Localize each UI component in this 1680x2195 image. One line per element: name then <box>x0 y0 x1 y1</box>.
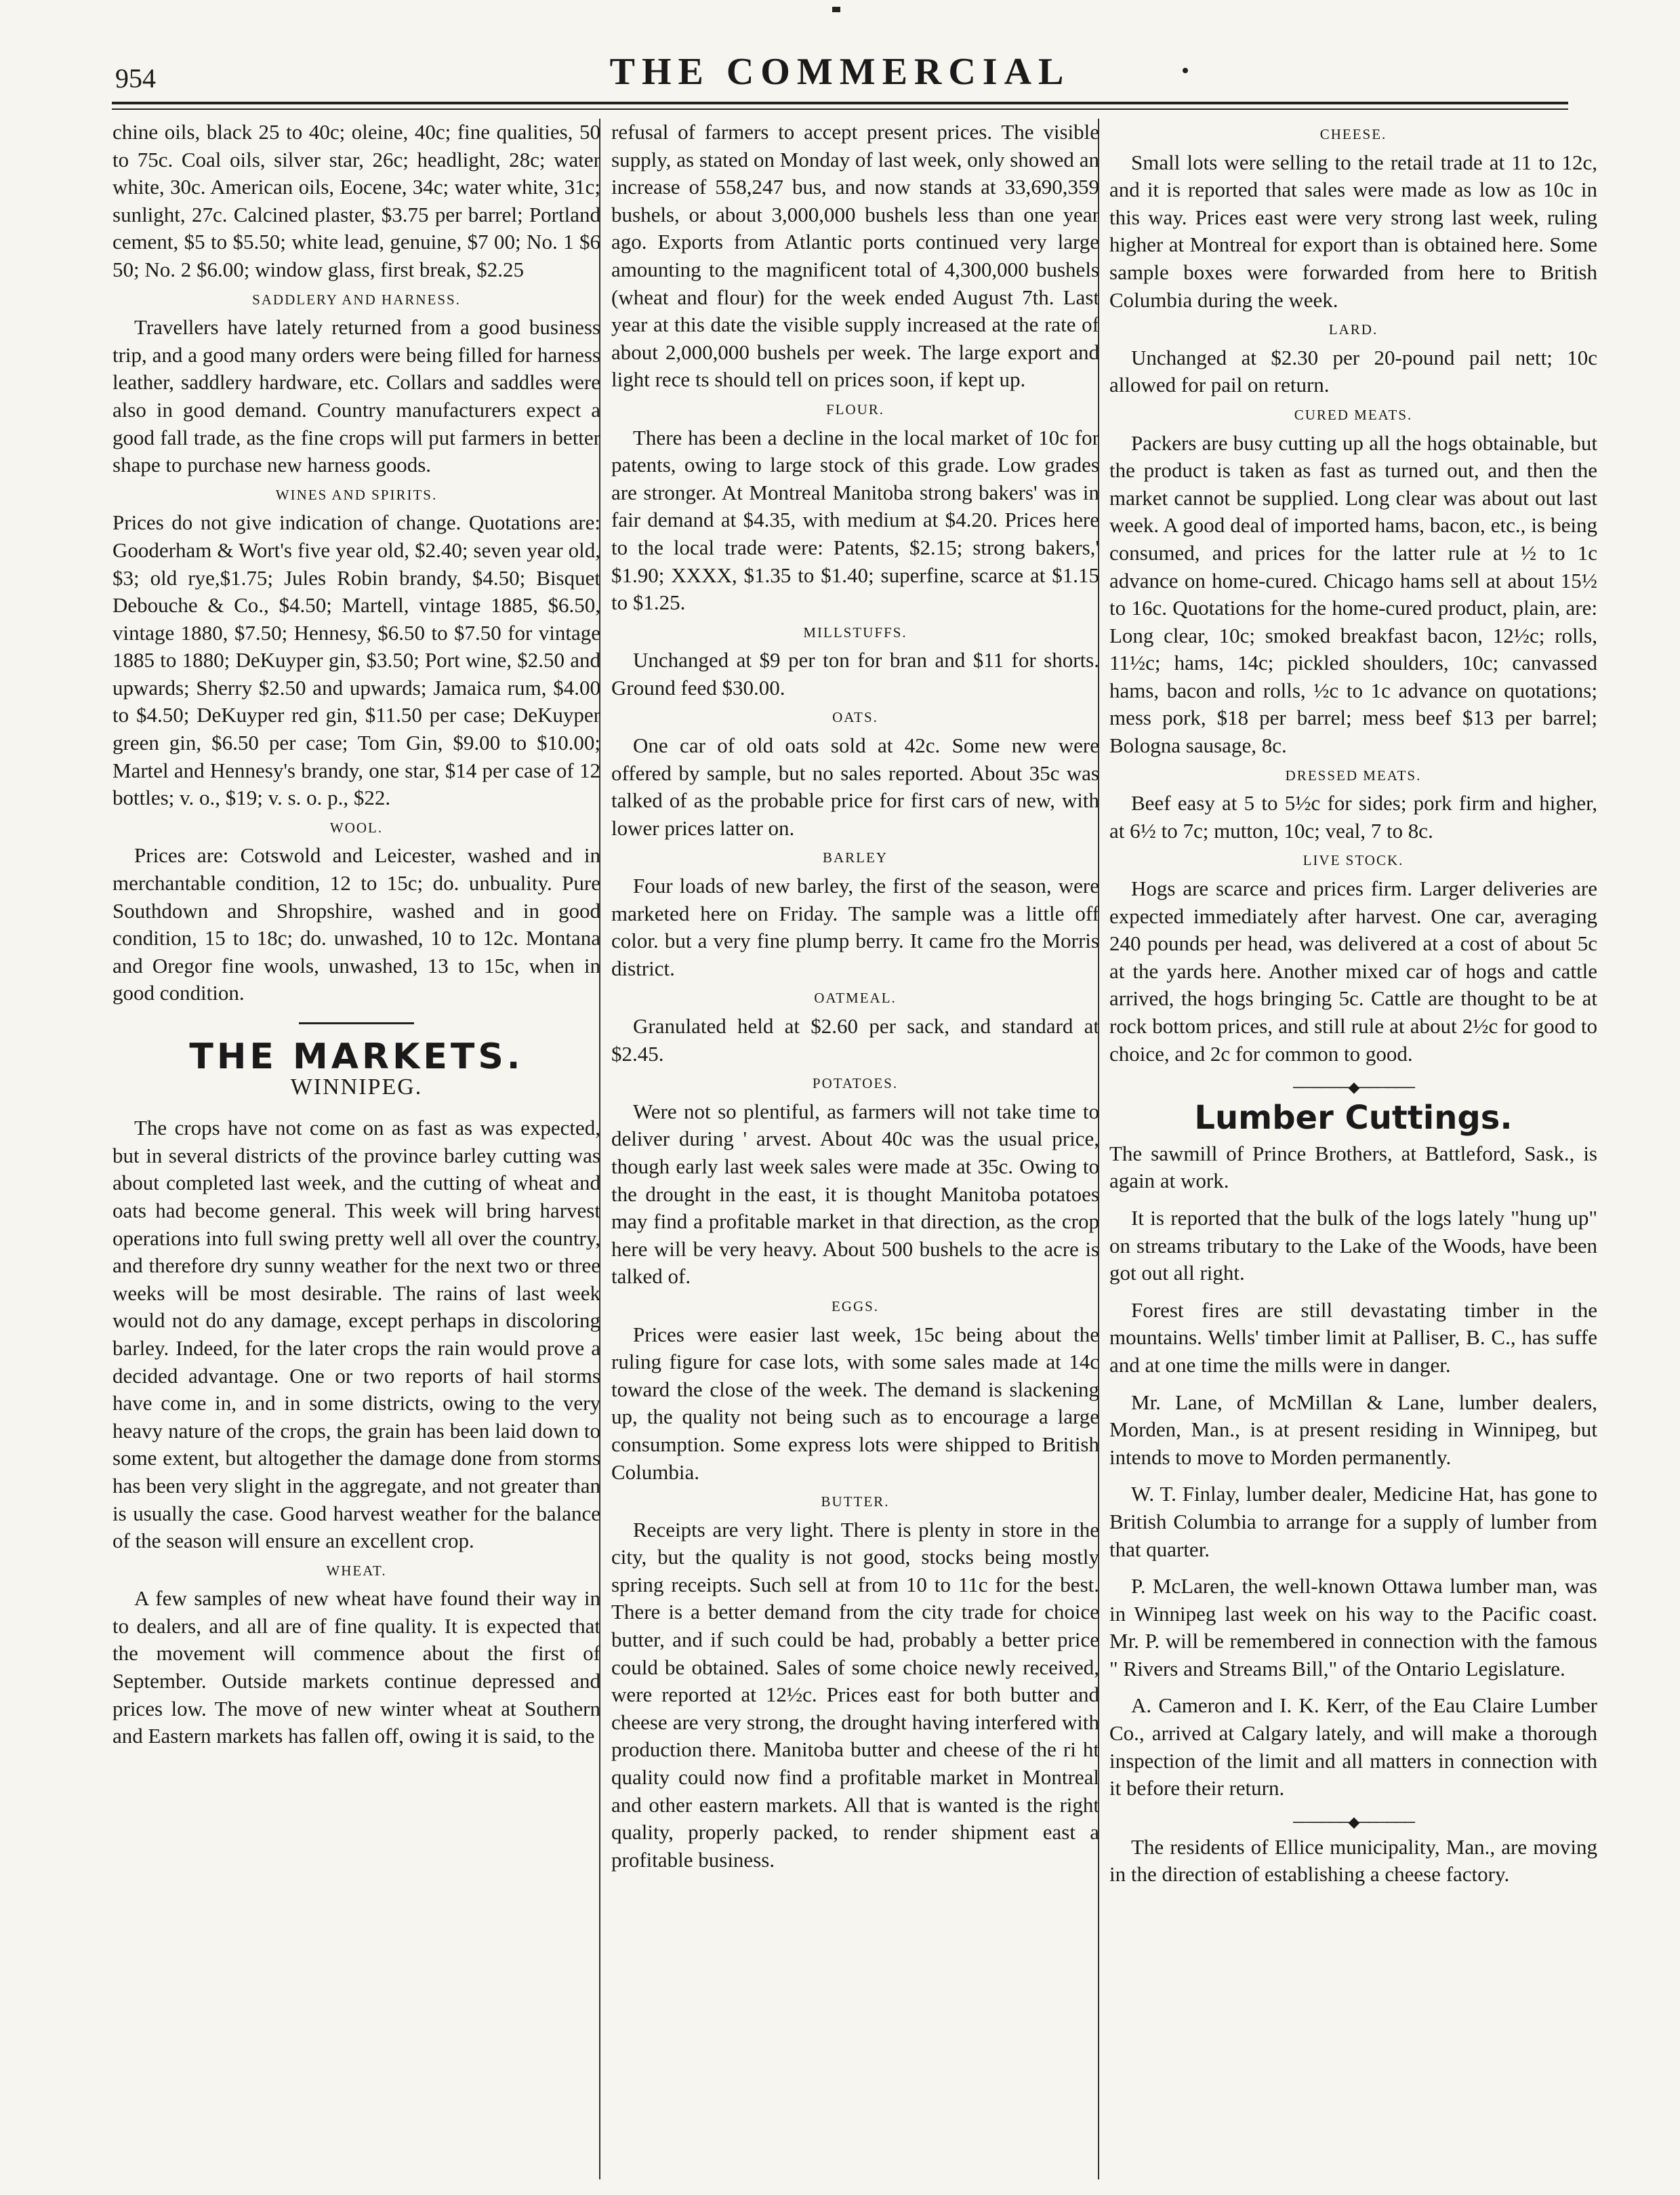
paragraph-cured-meats: Packers are busy cutting up all the hogs obtainable, but the product is taken as fast as turned out, and then the market cannot be supplied. Long clear was about out last week. A good deal of imported hams, bacon, etc., is being consumed, and prices for the latter rule at ½ to 1c advance on home-cured. Chicago hams sell at about 15½ to 16c. Quotations for the home-cured product, plain, are: Long clear, 10c; smoked breakfast bacon, 12½c; rolls, 11½c; hams, 14c; pickled shoulders, 10c; canvassed hams, bacon and rolls, ½c to 1c advance on quotations; mess pork, $18 per barrel; mess beef $13 per barrel; Bologna sausage, 8c. <box>1109 430 1597 758</box>
paragraph-refusal: refusal of farmers to accept present prices. The visible supply, as stated on Monday of last week, only showed an increase of 558,247 bus, and now stands at 33,690,359 bushels, or about 3,000,000 bushels less than one year ago. Exports from Atlantic ports continued very large amounting to the magnificent total of 4,300,000 bushels (wheat and flour) for the week ended August 7th. Last year at this date the visible supply increased at the rate of about 2,000,000 bushels per week. The large export and light rece ts should tell on prices soon, if kept up. <box>611 120 1099 392</box>
paragraph-oils: chine oils, black 25 to 40c; oleine, 40c; fine qualities, 50 to 75c. Coal oils, silver star, 26c; headlight, 28c; water white, 30c. American oils, Eocene, 34c; water white, 31c; sunlight, 27c. Calcined plaster, $3.75 per barrel; Portland cement, $5 to $5.50; white lead, genuine, $7 00; No. 1 $6 50; No. 2 $6.00; window glass, first break, $2.25 <box>112 120 600 281</box>
paragraph-lumber-3: Forest fires are still devastating timber in the mountains. Wells' timber limit at Palliser, B. C., has suffe and at one time the mills were in danger. <box>1109 1297 1597 1377</box>
paragraph-saddlery: Travellers have lately returned from a good business trip, and a good many orders were being filled for harness leather, saddlery hardware, etc. Collars and saddles were also in good demand. Country manufacturers expect a good fall trade, as the fine crops will put farmers in better shape to purchase new harness goods. <box>112 315 600 477</box>
heading-winnipeg: WINNIPEG. <box>290 1074 423 1100</box>
paragraph-lumber-7: A. Cameron and I. K. Kerr, of the Eau Claire Lumber Co., arrived at Calgary lately, and will make a thorough inspection of the limit and all matters in connection with it before their return. <box>1109 1693 1597 1800</box>
paragraph-live-stock: Hogs are scarce and prices firm. Larger deliveries are expected immediately after harvest. One car, averaging 240 pounds per head, was delivered at a cost of about 5c at the yards here. Another mixed car of hogs and cattle arrived, the hogs bringing 5c. Cattle are thought to be at rock bottom prices, and still rule at about 2½c for good to choice, and 2c for common to good. <box>1109 877 1597 1066</box>
paragraph-wines: Prices do not give indication of change. Quotations are: Gooderham & Wort's five year old, $2.40; seven year old, $3; old rye,$1.75; Jules Robin brandy, $4.50; Bisquet Debouche & Co., $4.50; Martell, vintage 1885, $6.50, vintage 1880, $7.50; Hennesy, $6.50 to $7.50 for vintage 1885 to 1880; DeKuyper gin, $3.50; Port wine, $2.50 and upwards; Sherry $2.50 and upwards; Jamaica rum, $4.00 to $4.50; DeKuyper red gin, $11.50 per case; DeKuyper green gin, $6.50 per case; Tom Gin, $9.00 to $10.00; Martel and Hennesy's brandy, one star, $14 per case of 12 bottles; v. o., $19; v. s. o. p., $22. <box>112 510 600 810</box>
heading-saddlery: SADDLERY AND HARNESS. <box>252 291 461 308</box>
paragraph-millstuffs: Unchanged at $9 per ton for bran and $11 for shorts. Ground feed $30.00. <box>611 648 1099 700</box>
paragraph-oats: One car of old oats sold at 42c. Some new were offered by sample, but no sales reported. About 35c was talked of as the probable price for first cars of new, with lower prices latter on. <box>611 733 1099 840</box>
heading-flour: FLOUR. <box>825 401 885 418</box>
heading-oatmeal: OATMEAL. <box>814 990 897 1007</box>
paragraph-lumber-8: The residents of Ellice municipality, Man., are moving in the direction of establishing a cheese factory. <box>1109 1834 1597 1887</box>
page-number: 954 <box>115 63 156 94</box>
ornament-rule: ──────◆────── <box>1293 1079 1414 1096</box>
section-rule <box>299 1022 414 1024</box>
paragraph-flour: There has been a decline in the local market of 10c for patents, owing to large stock of this grade. Low grades are stronger. At Montreal Manitoba strong bakers' was in fair demand at $4.35, with medium at $4.20. Prices here to the local trade were: Patents, $2.15; strong bakers,' $1.90; XXXX, $1.35 to $1.40; superfine, scarce at $1.15 to $1.25. <box>611 425 1099 615</box>
masthead-dot <box>1183 68 1188 73</box>
paragraph-barley: Four loads of new barley, the first of the season, were marketed here on Friday. The sample was a little off color. but a very fine plump berry. It came fro the Morris district. <box>611 874 1099 980</box>
paragraph-oatmeal: Granulated held at $2.60 per sack, and standard at $2.45. <box>611 1014 1099 1066</box>
heading-dressed-meats: DRESSED MEATS. <box>1285 767 1422 784</box>
paragraph-cheese: Small lots were selling to the retail trade at 11 to 12c, and it is reported that sales were made as low as 10c in this way. Prices east were very strong last week, ruling higher at Montreal for export than is obtained here. Some sample boxes were forwarded from here to British Columbia during the week. <box>1109 150 1597 312</box>
heading-butter: BUTTER. <box>821 1493 890 1510</box>
heading-markets: THE MARKETS. <box>189 1036 524 1077</box>
paragraph-wheat: A few samples of new wheat have found their way in to dealers, and all are of fine quality. It is expected that the movement will commence about the first of September. Outside markets continue depressed and prices low. The move of new winter wheat at Southern and Eastern markets has fallen off, owing it is said, to the <box>112 1586 600 1748</box>
column-3 <box>1109 119 1597 2173</box>
paragraph-lumber-5: W. T. Finlay, lumber dealer, Medicine Hat, has gone to British Columbia to arrange for a supply of lumber from that quarter. <box>1109 1482 1597 1561</box>
heading-wheat: WHEAT. <box>326 1562 387 1579</box>
heading-cured-meats: CURED MEATS. <box>1294 406 1413 423</box>
heading-wines: WINES AND SPIRITS. <box>275 486 438 503</box>
paragraph-lumber-1: The sawmill of Prince Brothers, at Battleford, Sask., is again at work. <box>1109 1141 1597 1193</box>
paragraph-lumber-4: Mr. Lane, of McMillan & Lane, lumber dealers, Morden, Man., is at present residing in Winnipeg, but intends to move to Morden permanently. <box>1109 1390 1597 1469</box>
heading-wool: WOOL. <box>329 819 384 836</box>
heading-barley: BARLEY <box>823 849 888 866</box>
heading-millstuffs: MILLSTUFFS. <box>803 624 907 641</box>
paragraph-wool: Prices are: Cotswold and Leicester, washed and in merchantable condition, 12 to 15c; do. unbuality. Pure Southdown and Shropshire, washed and in good condition, 15 to 18c; do. unwashed, 10 to 12c. Montana and Oregor fine wools, unwashed, 13 to 15c, when in good condition. <box>112 843 600 1005</box>
paragraph-butter: Receipts are very light. There is plenty in store in the city, but the quality is not good, stocks being mostly spring receipts. Such sell at from 10 to 11c for the best. There is a better demand from the city trade for choice butter, and if such could be had, probably a better price could be obtained. Sales of some choice newly received, were reported at 12½c. Prices east for both butter and cheese are very strong, the drought having interfered with production there. Manitoba butter and cheese of the ri ht quality could now find a profitable market in Montreal and other eastern markets. All that is wanted is the right quality, properly packed, to render shipment east a profitable business. <box>611 1517 1099 1872</box>
column-2 <box>611 119 1099 2173</box>
paragraph-dressed-meats: Beef easy at 5 to 5½c for sides; pork firm and higher, at 6½ to 7c; mutton, 10c; veal, 7 to 8c. <box>1109 791 1597 843</box>
heading-eggs: EGGS. <box>831 1297 880 1314</box>
masthead-rule-thin <box>112 108 1568 110</box>
heading-live-stock: LIVE STOCK. <box>1303 852 1404 869</box>
paragraph-lumber-2: It is reported that the bulk of the logs lately "hung up" on streams tributary to the Lake of the Woods, have been got out all right. <box>1109 1205 1597 1285</box>
paragraph-crops: The crops have not come on as fast as was expected, but in several districts of the province barley cutting was about completed last week, and the cutting of wheat and oats had become general. This week will bring harvest operations into full swing pretty well all over the country, and therefore dry sunny weather for the next two or three weeks will be most desirable. The rains of last week would not do any damage, except perhaps in discoloring barley. Indeed, for the later crops the rain would prove a decided advantage. One or two reports of hail storms have come in, and in some districts, owing to the very heavy nature of the crops, the grain has been laid down to some extent, but altogether the damage done from storms has been very slight in the aggregate, and not greater than is usually the case. Good harvest weather for the balance of the season will ensure an excellent crop. <box>112 1116 600 1553</box>
column-1 <box>112 119 600 2173</box>
masthead-title: THE COMMERCIAL <box>609 51 1071 93</box>
heading-potatoes: POTATOES. <box>812 1075 899 1092</box>
heading-cheese: CHEESE. <box>1319 126 1387 142</box>
heading-lumber-cuttings: Lumber Cuttings. <box>1194 1099 1513 1137</box>
paragraph-potatoes: Were not so plentiful, as farmers will not take time to deliver during ' arvest. About 40c was the usual price, though early last week sales were made at 35c. Owing to the drought in the east, it is thought Manitoba potatoes may find a profitable market in that direction, as the crop here will be very heavy. About 500 bushels to the acre is talked of. <box>611 1099 1099 1289</box>
paragraph-lumber-6: P. McLaren, the well-known Ottawa lumber man, was in Winnipeg last week on his way to the Pacific coast. Mr. P. will be remembered in connection with the famous " Rivers and Streams Bill," of the Ontario Legislature. <box>1109 1574 1597 1680</box>
heading-oats: OATS. <box>832 709 878 726</box>
masthead-rule-thick <box>112 102 1568 104</box>
paragraph-eggs: Prices were easier last week, 15c being about the ruling figure for case lots, with some sales made at 14c toward the close of the week. The demand is slackening up, the quality not being such as to encourage a large consumption. Some express lots were shipped to British Columbia. <box>611 1322 1099 1484</box>
paragraph-lard: Unchanged at $2.30 per 20-pound pail nett; 10c allowed for pail on return. <box>1109 345 1597 397</box>
page-top-mark <box>832 7 840 12</box>
heading-lard: LARD. <box>1328 321 1378 338</box>
ornament-rule: ──────◆────── <box>1293 1813 1414 1830</box>
